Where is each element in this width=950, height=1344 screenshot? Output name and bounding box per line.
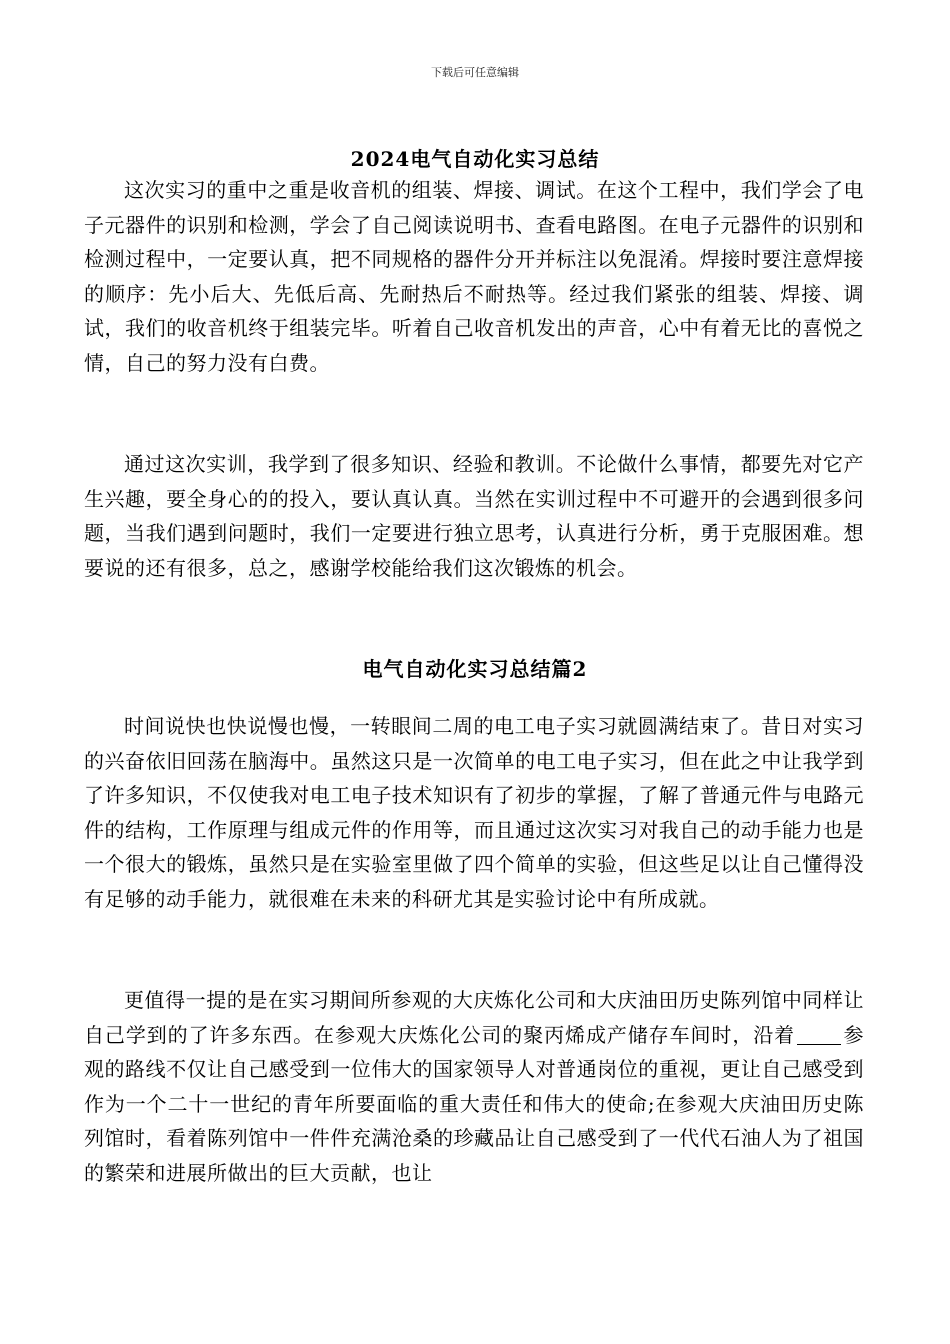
- page-header-note: 下载后可任意编辑: [431, 66, 519, 79]
- fill-in-blank-line: [797, 1024, 841, 1045]
- paragraph-2: 通过这次实训，我学到了很多知识、经验和教训。不论做什么事情，都要先对它产生兴趣，要全身心的的投入，要认真认真。当然在实训过程中不可避开的会遇到很多问题，当我们遇到问题时，我们一定要进行独立思考，认真进行分析，勇于克服困难。想要说的还有很多，总之，感谢学校能给我们这次锻炼的机会。: [84, 452, 864, 580]
- paragraph-1: 这次实习的重中之重是收音机的组装、焊接、调试。在这个工程中，我们学会了电子元器件的识别和检测，学会了自己阅读说明书、查看电路图。在电子元器件的识别和检测过程中，一定要认真，把不同规格的器件分开并标注以免混淆。焊接时要注意焊接的顺序：先小后大、先低后高、先耐热后不耐热等。经过我们紧张的组装、焊接、调试，我们的收音机终于组装完毕。听着自己收音机发出的声音，心中有着无比的喜悦之情，自己的努力没有白费。: [84, 178, 864, 375]
- section-2-paragraph-2: [84, 983, 864, 1191]
- section-2-title: 电气自动化实习总结篇2: [362, 657, 588, 681]
- document-title: 2024电气自动化实习总结: [350, 147, 600, 171]
- section-2-paragraph-1: 时间说快也快说慢也慢，一转眼间二周的电工电子实习就圆满结束了。昔日对实习的兴奋依旧回荡在脑海中。虽然这只是一次简单的电工电子实习，但在此之中让我学到了许多知识，不仅使我对电工电子技术知识有了初步的掌握，了解了普通元件与电路元件的结构，工作原理与组成元件的作用等，而且通过这次实习对我自己的动手能力也是一个很大的锻炼，虽然只是在实验室里做了四个简单的实验，但这些足以让自己懂得没有足够的动手能力，就很难在未来的科研尤其是实验讨论中有所成就。: [84, 714, 864, 911]
- section-2-paragraph-2-text-before-blank: 更值得一提的是在实习期间所参观的大庆炼化公司和大庆油田历史陈列馆中同样让自己学到的了许多东西。在参观大庆炼化公司的聚丙烯成产储存车间时，沿着: [84, 988, 864, 1047]
- section-2-paragraph-2-text-after-blank: 参观的路线不仅让自己感受到一位伟大的国家领导人对普通岗位的重视，更让自己感受到作为一个二十一世纪的青年所要面临的重大责任和伟大的使命;在参观大庆油田历史陈列馆时，看着陈列馆中一件件充满沧桑的珍藏品让自己感受到了一代代石油人为了祖国的繁荣和进展所做出的巨大贡献，也让: [84, 1022, 865, 1185]
